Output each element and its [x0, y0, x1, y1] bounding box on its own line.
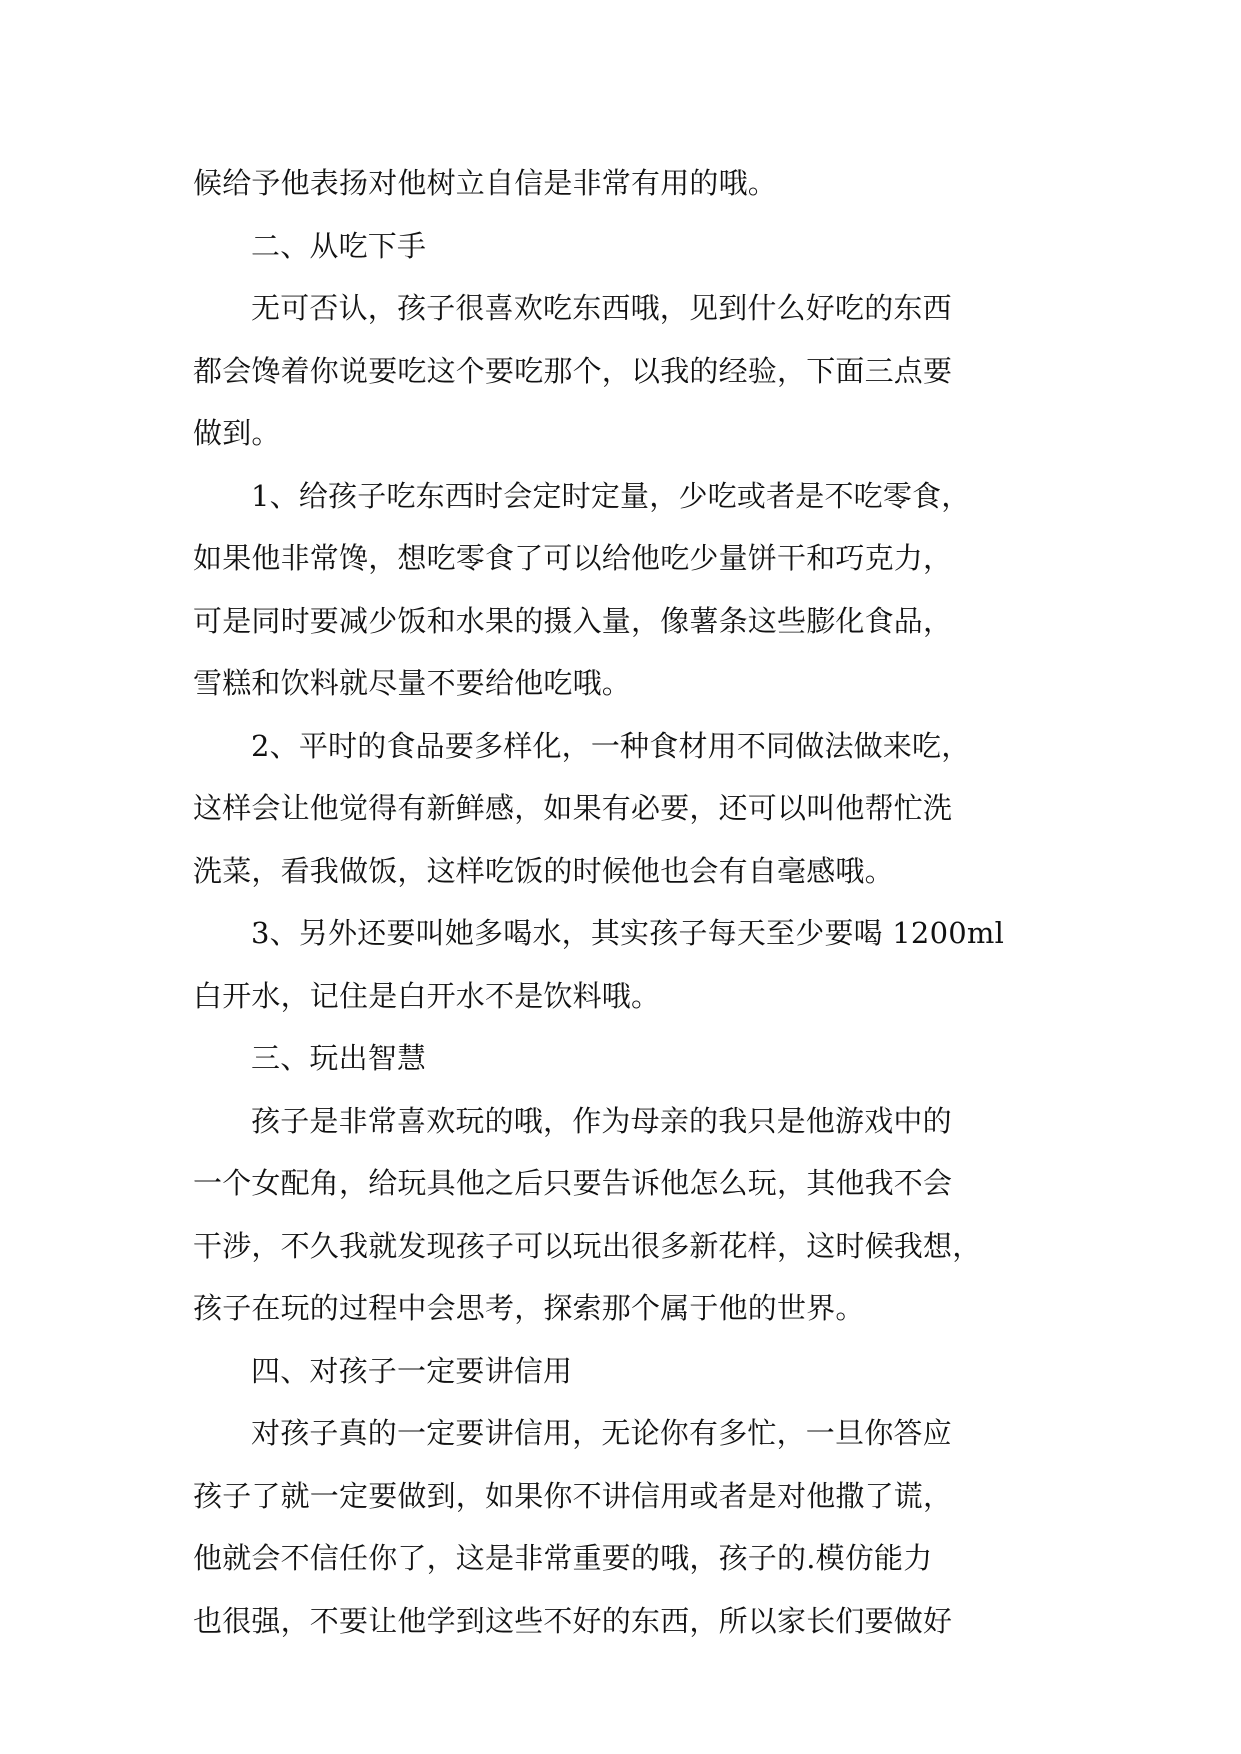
text-line: 孩子了就一定要做到，如果你不讲信用或者是对他撒了谎， — [193, 1478, 953, 1513]
document-body — [193, 152, 1053, 1652]
paragraph-line: 孩子是非常喜欢玩的哦，作为母亲的我只是他游戏中的 — [251, 1103, 952, 1138]
text-line: 一个女配角，给玩具他之后只要告诉他怎么玩，其他我不会 — [193, 1166, 953, 1200]
section-heading: 二、从吃下手 — [251, 228, 427, 263]
paragraph-line: 无可否认，孩子很喜欢吃东西哦，见到什么好吃的东西 — [251, 291, 952, 325]
text-line: 也很强，不要让他学到这些不好的东西，所以家长们要做好 — [193, 1603, 953, 1638]
text-line: 白开水，记住是白开水不是饮料哦。 — [193, 978, 661, 1013]
paragraph-line: 1、给孩子吃东西时会定时定量，少吃或者是不吃零食， — [251, 478, 971, 513]
text-line: 洗菜，看我做饭，这样吃饭的时候他也会有自毫感哦。 — [193, 853, 894, 888]
paragraph-line: 对孩子真的一定要讲信用，无论你有多忙，一旦你答应 — [251, 1416, 952, 1450]
text-line: 他就会不信任你了，这是非常重要的哦，孩子的.模仿能力 — [193, 1541, 933, 1575]
text-line: 孩子在玩的过程中会思考，探索那个属于他的世界。 — [193, 1291, 865, 1325]
text-line: 可是同时要减少饭和水果的摄入量，像薯条这些膨化食品， — [193, 603, 953, 638]
section-heading: 四、对孩子一定要讲信用 — [251, 1353, 573, 1388]
paragraph-line: 2、平时的食品要多样化，一种食材用不同做法做来吃， — [251, 728, 971, 763]
text-line: 做到。 — [193, 416, 281, 450]
text-line: 候给予他表扬对他树立自信是非常有用的哦。 — [193, 166, 778, 200]
text-line: 如果他非常馋，想吃零食了可以给他吃少量饼干和巧克力， — [193, 541, 953, 575]
section-heading: 三、玩出智慧 — [251, 1041, 427, 1075]
text-line: 这样会让他觉得有新鲜感，如果有必要，还可以叫他帮忙洗 — [193, 791, 953, 825]
text-line: 都会馋着你说要吃这个要吃那个，以我的经验，下面三点要 — [193, 353, 953, 388]
text-line: 干涉，不久我就发现孩子可以玩出很多新花样，这时候我想， — [193, 1228, 982, 1263]
paragraph-line: 3、另外还要叫她多喝水，其实孩子每天至少要喝 1200ml — [251, 916, 1005, 950]
text-line: 雪糕和饮料就尽量不要给他吃哦。 — [193, 666, 632, 700]
